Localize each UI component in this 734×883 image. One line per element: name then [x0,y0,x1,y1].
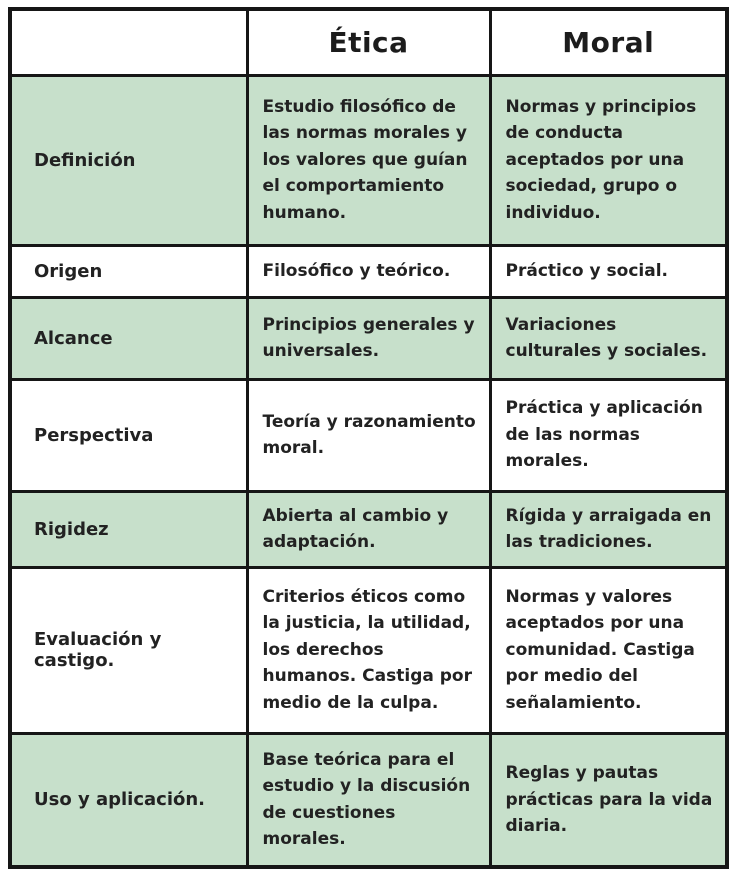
etica-cell: Estudio filosófico de las normas morales y los valores que guían el comportamiento humano. [247,75,490,245]
row-label: Alcance [10,297,247,379]
header-empty-cell [10,9,247,75]
row-label: Definición [10,75,247,245]
etica-cell: Principios generales y universales. [247,297,490,379]
header-moral: Moral [490,9,727,75]
table-row-alcance [10,297,727,379]
table-row-origen [10,245,727,297]
etica-cell: Base teórica para el estudio y la discusión de cuestiones morales. [247,733,490,867]
row-label: Perspectiva [10,379,247,491]
comparison-table [8,7,729,869]
table-row-uso-y-aplicacion [10,733,727,867]
moral-cell: Normas y valores aceptados por una comunidad. Castiga por medio del señalamiento. [490,567,727,733]
table-row-perspectiva [10,379,727,491]
table-row-evaluacion-y-castigo [10,567,727,733]
row-label: Uso y aplicación. [10,733,247,867]
etica-cell: Criterios éticos como la justicia, la utilidad, los derechos humanos. Castiga por medio de la culpa. [247,567,490,733]
etica-cell: Teoría y razonamiento moral. [247,379,490,491]
moral-cell: Reglas y pautas prácticas para la vida diaria. [490,733,727,867]
moral-cell: Rígida y arraigada en las tradiciones. [490,491,727,567]
table-row-rigidez [10,491,727,567]
header-etica: Ética [247,9,490,75]
moral-cell: Práctica y aplicación de las normas morales. [490,379,727,491]
etica-cell: Abierta al cambio y adaptación. [247,491,490,567]
moral-cell: Variaciones culturales y sociales. [490,297,727,379]
moral-cell: Normas y principios de conducta aceptados por una sociedad, grupo o individuo. [490,75,727,245]
row-label: Rigidez [10,491,247,567]
moral-cell: Práctico y social. [490,245,727,297]
header-row [10,9,727,75]
etica-cell: Filosófico y teórico. [247,245,490,297]
row-label: Evaluación y castigo. [10,567,247,733]
row-label: Origen [10,245,247,297]
table-row-definicion [10,75,727,245]
